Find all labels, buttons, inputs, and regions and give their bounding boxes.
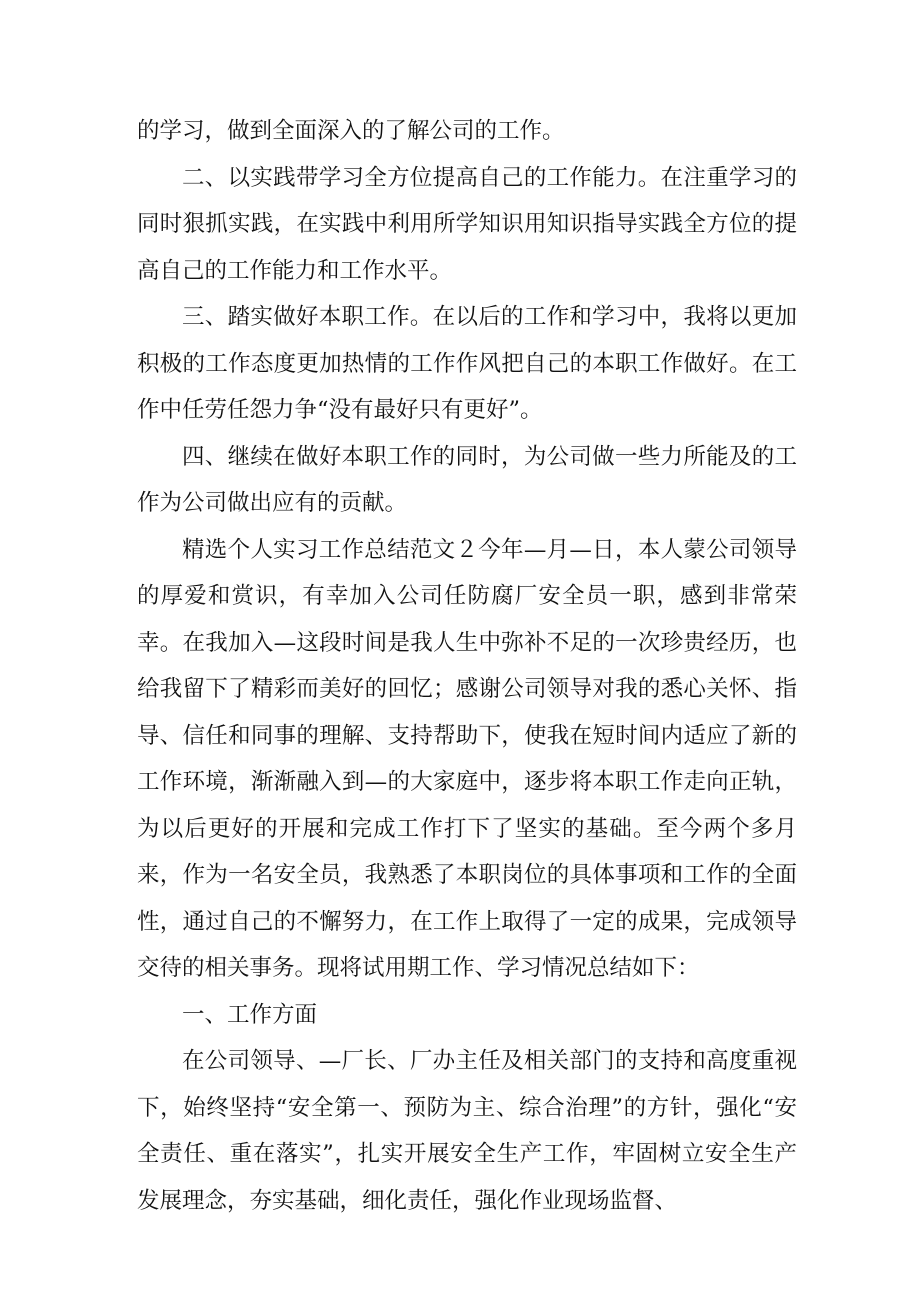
paragraph: 二、以实践带学习全方位提高自己的工作能力。在注重学习的同时狠抓实践，在实践中利用所学知识用知识指导实践全方位的提高自己的工作能力和工作水平。 bbox=[137, 164, 797, 284]
paragraph: 在公司领导、—厂长、厂办主任及相关部门的支持和高度重视下，始终坚持“安全第一、预防为主、综合治理”的方针，强化“安全责任、重在落实”，扎实开展安全生产工作，牢固树立安全生产发展理念，夯实基础，细化责任，强化作业现场监督、 bbox=[137, 1048, 797, 1214]
paragraph: 三、踏实做好本职工作。在以后的工作和学习中，我将以更加积极的工作态度更加热情的工作作风把自己的本职工作做好。在工作中任劳任怨力争“没有最好只有更好”。 bbox=[137, 304, 797, 423]
paragraph: 精选个人实习工作总结范文２今年—月—日，本人蒙公司领导的厚爱和赏识，有幸加入公司任防腐厂安全员一职，感到非常荣幸。在我加入—这段时间是我人生中弥补不足的一次珍贵经历，也给我留下了精彩而美好的回忆；感谢公司领导对我的悉心关怀、指导、信任和同事的理解、支持帮助下，使我在短时间内适应了新的工作环境，渐渐融入到—的大家庭中，逐步将本职工作走向正轨，为以后更好的开展和完成工作打下了坚实的基础。至今两个多月来，作为一名安全员，我熟悉了本职岗位的具体事项和工作的全面性，通过自己的不懈努力，在工作上取得了一定的成果，完成领导交待的相关事务。现将试用期工作、学习情况总结如下： bbox=[137, 536, 797, 981]
paragraph: 四、继续在做好本职工作的同时，为公司做一些力所能及的工作为公司做出应有的贡献。 bbox=[137, 443, 797, 516]
paragraph: 的学习，做到全面深入的了解公司的工作。 bbox=[137, 118, 565, 144]
document-body bbox=[137, 108, 797, 1224]
section-heading: 一、工作方面 bbox=[182, 1001, 318, 1028]
